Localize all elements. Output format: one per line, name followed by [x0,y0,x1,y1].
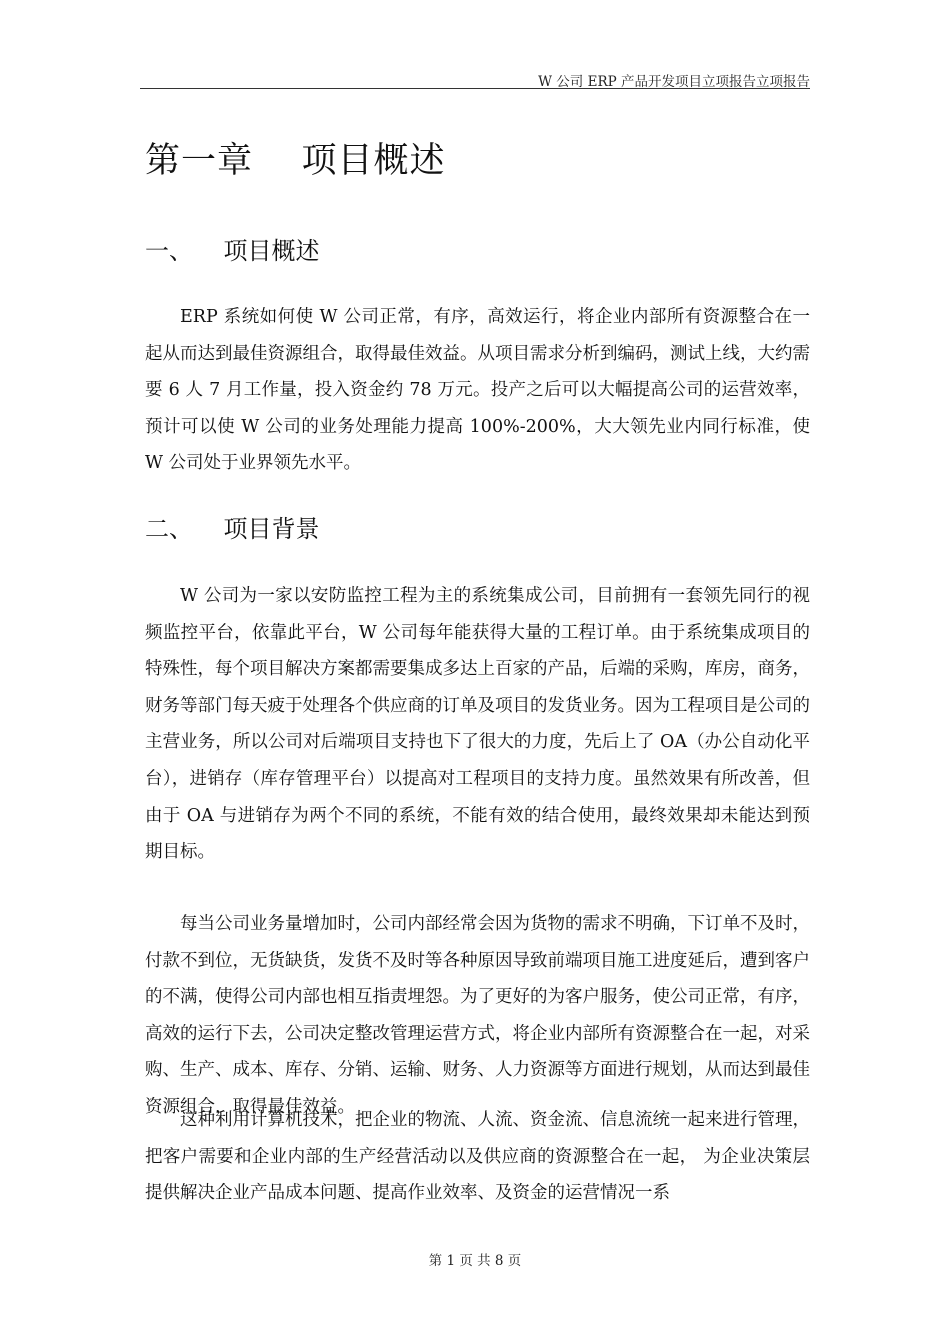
background-paragraph-1: W 公司为一家以安防监控工程为主的系统集成公司，目前拥有一套领先同行的视频监控平台，依靠此平台，W 公司每年能获得大量的工程订单。由于系统集成项目的特殊性，每个项目解决方案都需要集成多达上百家的产品，后端的采购，库房，商务，财务等部门每天疲于处理各个供应商的订单及项目的发货业务。因为工程项目是公司的主营业务，所以公司对后端项目支持也下了很大的力度，先后上了 OA（办公自动化平台），进销存（库存管理平台）以提高对工程项目的支持力度。虽然效果有所改善，但由于 OA 与进销存为两个不同的系统，不能有效的结合使用，最终效果却未能达到预期目标。 [145,586,810,863]
overview-paragraph: ERP 系统如何使 W 公司正常，有序，高效运行，将企业内部所有资源整合在一起从而达到最佳资源组合，取得最佳效益。从项目需求分析到编码，测试上线，大约需要 6 人 7 月工作量，投入资金约 78 万元。投产之后可以大幅提高公司的运营效率，预计可以使 W 公司的业务处理能力提高 100%-200%，大大领先业内同行标准，使 W 公司处于业界领先水平。 [145,307,810,474]
chapter-title: 第一章 项目概述 [145,141,446,181]
background-paragraph-2: 每当公司业务量增加时，公司内部经常会因为货物的需求不明确，下订单不及时，付款不到位，无货缺货，发货不及时等各种原因导致前端项目施工进度延后，遭到客户的不满，使得公司内部也相互指责埋怨。为了更好的为客户服务，使公司正常，有序，高效的运行下去，公司决定整改管理运营方式，将企业内部所有资源整合在一起，对采购、生产、成本、库存、分销、运输、财务、人力资源等方面进行规划，从而达到最佳资源组合，取得最佳效益。 [145,914,810,1117]
background-paragraph-3: 这种利用计算机技术，把企业的物流、人流、资金流、信息流统一起来进行管理，把客户需要和企业内部的生产经营活动以及供应商的资源整合在一起， 为企业决策层提供解决企业产品成本问题、提高作业效率、及资金的运营情况一系 [145,1110,810,1204]
section-title-background: 二、 项目背景 [145,515,320,543]
page-number-footer: 第 1 页 共 8 页 [428,1253,522,1269]
section-title-overview: 一、 项目概述 [145,237,320,265]
running-header: W 公司 ERP 产品开发项目立项报告立项报告 [538,74,810,90]
header-rule [140,88,810,89]
